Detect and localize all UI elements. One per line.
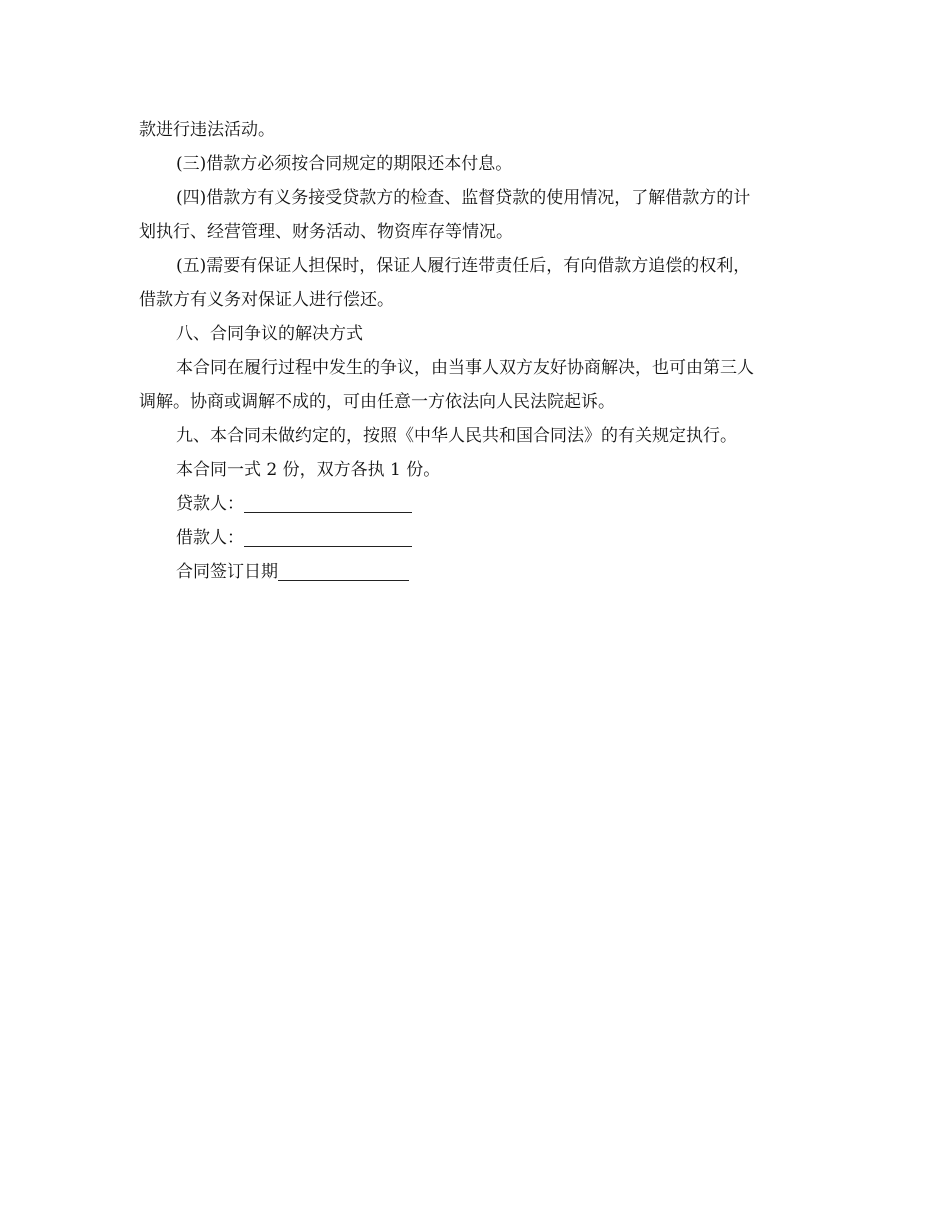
borrower-signature-line[interactable]: [244, 526, 412, 547]
borrower-label: 借款人：: [176, 528, 244, 548]
lender-signature-row: [139, 487, 819, 521]
paragraph-line: 划执行、经营管理、财务活动、物资库存等情况。: [139, 222, 513, 242]
borrower-signature-row: [139, 521, 819, 555]
document-body: [139, 113, 819, 589]
paragraph-line: (五)需要有保证人担保时，保证人履行连带责任后，有向借款方追偿的权利，: [176, 256, 751, 276]
signing-date-line[interactable]: [278, 560, 409, 581]
paragraph-line: 九、本合同未做约定的，按照《中华人民共和国合同法》的有关规定执行。: [176, 426, 737, 446]
paragraph-line: (四)借款方有义务接受贷款方的检查、监督贷款的使用情况，了解借款方的计: [176, 188, 751, 208]
lender-signature-line[interactable]: [244, 492, 412, 513]
paragraph-line: 本合同一式 2 份，双方各执 1 份。: [176, 460, 441, 480]
paragraph-line: 款进行违法活动。: [139, 120, 275, 140]
signing-date-label: 合同签订日期: [176, 562, 278, 582]
section-heading: 八、合同争议的解决方式: [176, 324, 363, 344]
paragraph-line: 调解。协商或调解不成的，可由任意一方依法向人民法院起诉。: [139, 392, 615, 412]
paragraph-line: 借款方有义务对保证人进行偿还。: [139, 290, 394, 310]
paragraph-line: 本合同在履行过程中发生的争议，由当事人双方友好协商解决，也可由第三人: [176, 358, 754, 378]
lender-label: 贷款人：: [176, 494, 244, 514]
paragraph-line: (三)借款方必须按合同规定的期限还本付息。: [176, 154, 513, 174]
signing-date-row: [139, 555, 819, 589]
